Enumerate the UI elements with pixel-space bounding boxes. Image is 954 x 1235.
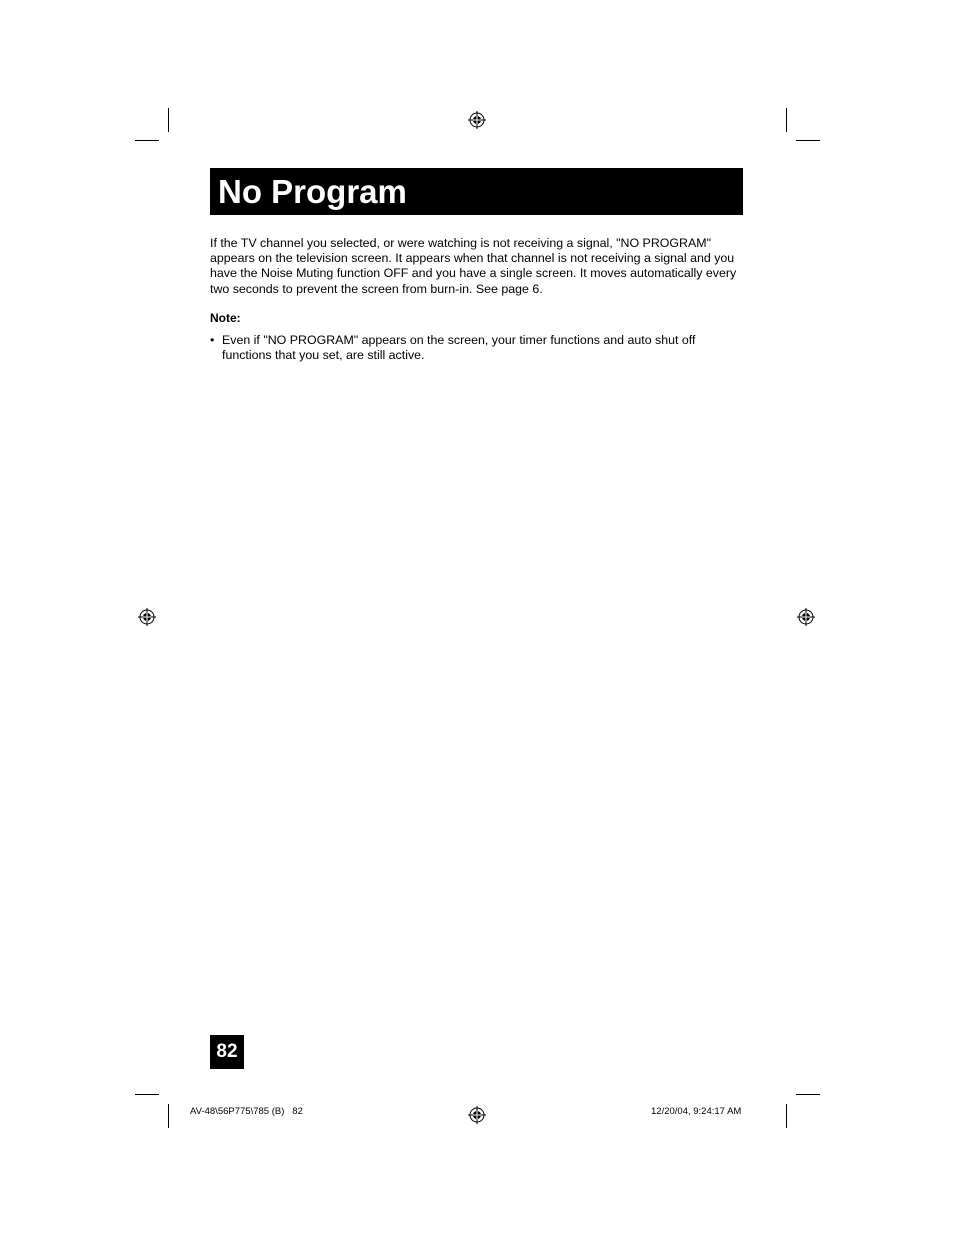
registration-mark-icon	[138, 608, 156, 626]
crop-mark-top-right-vertical	[786, 108, 787, 132]
list-item	[210, 333, 730, 363]
crop-mark-bottom-left-horizontal	[135, 1094, 159, 1095]
crop-mark-top-right-horizontal	[796, 140, 820, 141]
crop-mark-bottom-right-vertical	[786, 1104, 787, 1128]
crop-mark-top-left-horizontal	[135, 140, 159, 141]
page-number: 82	[210, 1035, 244, 1069]
registration-mark-icon	[468, 111, 486, 129]
footer-file-info: AV-48\56P775\785 (B) 82	[190, 1106, 303, 1117]
crop-mark-bottom-right-horizontal	[796, 1094, 820, 1095]
note-text: Even if "NO PROGRAM" appears on the screen, your timer functions and auto shut off functions that you set, are still active.	[222, 333, 696, 363]
body-paragraph: If the TV channel you selected, or were watching is not receiving a signal, "NO PROGRAM" appears on the television screen. It appears when that channel is not receiving a signal and you have the Noise Muting function OFF and you have a single screen. It moves automatically every two seconds to prevent the screen from burn-in. See page 6.	[210, 236, 737, 296]
note-label: Note:	[210, 311, 241, 325]
note-list	[210, 333, 730, 363]
bullet: •	[210, 333, 215, 347]
page-title-bar	[210, 168, 743, 215]
page-title: No Program	[218, 173, 407, 210]
registration-mark-icon	[797, 608, 815, 626]
registration-mark-icon	[468, 1106, 486, 1124]
crop-mark-bottom-left-vertical	[168, 1104, 169, 1128]
footer-timestamp: 12/20/04, 9:24:17 AM	[651, 1106, 742, 1117]
crop-mark-top-left-vertical	[168, 108, 169, 132]
